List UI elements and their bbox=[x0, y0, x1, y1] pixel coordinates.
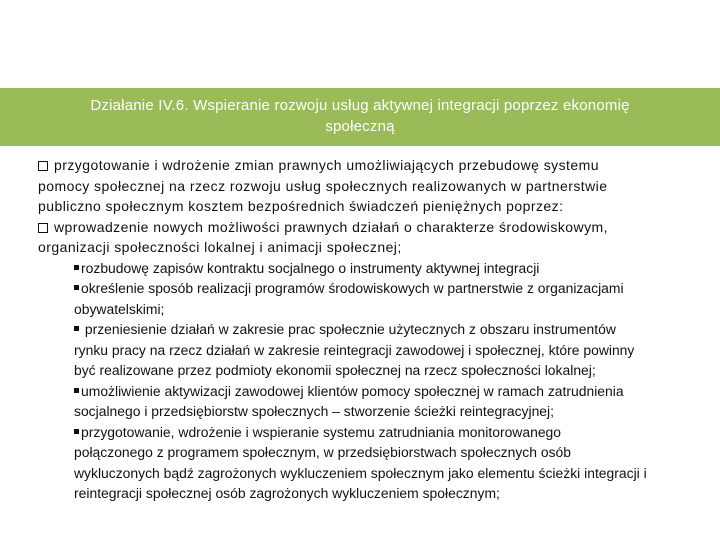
title-banner bbox=[0, 88, 720, 146]
square-bullet-icon bbox=[74, 326, 79, 331]
slide-title: Działanie IV.6. Wspieranie rozwoju usług aktywnej integracji poprzez ekonomię społeczną bbox=[90, 97, 630, 135]
checkbox-bullet-icon bbox=[38, 223, 48, 233]
sub-list-item: przygotowanie, wdrożenie i wspieranie systemu zatrudniania monitorowanego połączonego z programem społecznym, w przedsiębiorstwach społecznych osób wykluczonych bądź zagrożonych wykluczeniem społecznym jako elementu ścieżki integracji i reintegracji społecznej osób zagrożonych wykluczeniem społecznym; bbox=[74, 423, 647, 501]
list-item: wprowadzenie nowych możliwości prawnych działań o charakterze środowiskowym, organizacji społeczności lokalnej i animacji społecznej; bbox=[38, 218, 608, 255]
square-bullet-icon bbox=[74, 285, 79, 290]
slide-body bbox=[38, 155, 718, 504]
sub-list-item: przeniesienie działań w zakresie prac społecznie użytecznych z obszaru instrumentów rynku pracy na rzecz działań w zakresie reintegracji zawodowej i społecznej, które powinny być realizowane przez podmioty ekonomii społecznej na rzecz społeczności lokalnej; bbox=[74, 321, 635, 378]
square-bullet-icon bbox=[74, 429, 79, 434]
sub-list-item: umożliwienie aktywizacji zawodowej klientów pomocy społecznej w ramach zatrudnienia socjalnego i przedsiębiorstw społecznych – stworzenie ścieżki reintegracyjnej; bbox=[74, 382, 624, 419]
sub-list-item: rozbudowę zapisów kontraktu socjalnego o instrumenty aktywnej integracji bbox=[74, 258, 718, 279]
list-item: przygotowanie i wdrożenie zmian prawnych umożliwiających przebudowę systemu pomocy społecznej na rzecz rozwoju usług społecznych realizowanych w partnerstwie publiczno społecznym kosztem bezpośrednich świadczeń pieniężnych poprzez: bbox=[38, 157, 608, 214]
square-bullet-icon bbox=[74, 388, 79, 393]
square-bullet-icon bbox=[74, 265, 79, 270]
checkbox-bullet-icon bbox=[38, 161, 48, 171]
sub-list-item: określenie sposób realizacji programów środowiskowych w partnerstwie z organizacjami obywatelskimi; bbox=[74, 280, 624, 317]
